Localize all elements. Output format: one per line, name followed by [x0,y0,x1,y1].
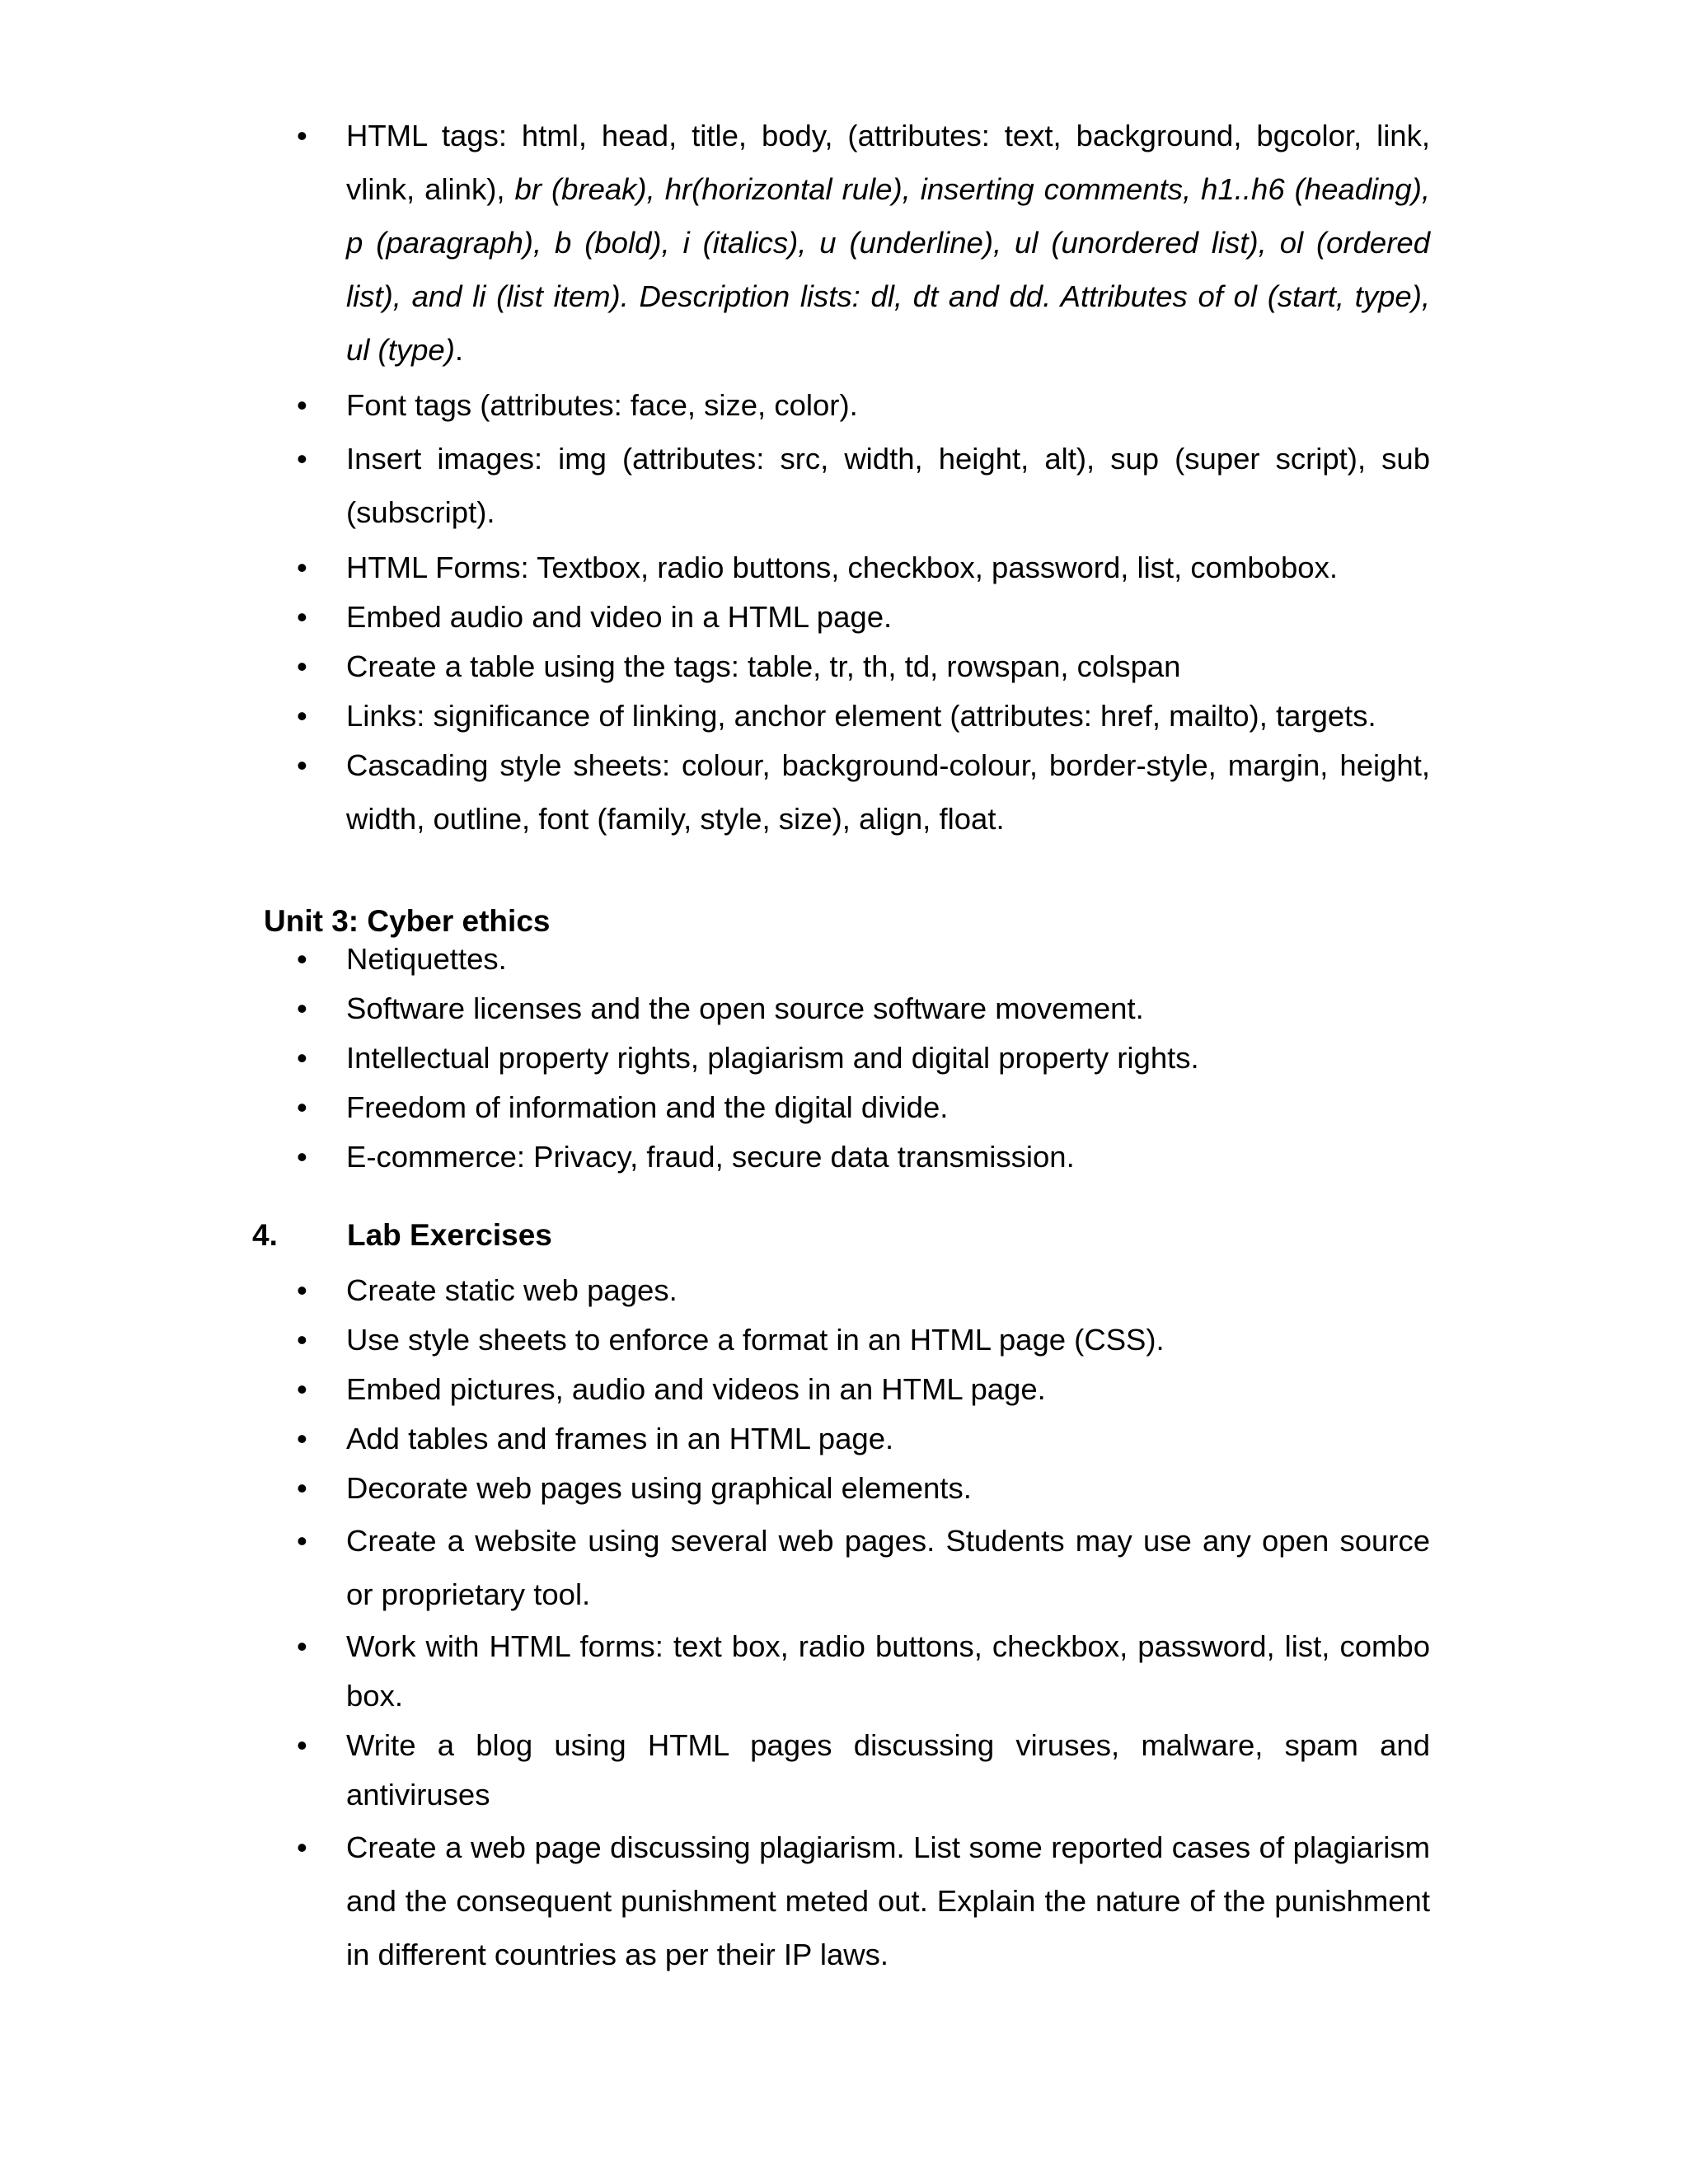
unit3-heading: Unit 3: Cyber ethics [264,904,551,938]
bullet-icon: • [297,942,307,976]
bullet-text: Create a website using several web pages. Students may use any open source or proprietary tool. [346,1524,1430,1611]
lab-exercise-item [0,1821,1430,1981]
unit3-bullet-item [0,1132,1430,1182]
bullet-text: Embed audio and video in a HTML page. [346,600,893,634]
lab-exercise-item [0,1464,1430,1513]
bullet-icon: • [297,649,307,683]
lab-exercise-item [0,1266,1430,1315]
bullet-icon: • [297,1372,307,1406]
bullet-icon: • [297,1090,307,1124]
bullet-text: Intellectual property rights, plagiarism and digital property rights. [346,1041,1199,1075]
bullet-text: Links: significance of linking, anchor element (attributes: href, mailto), targets. [346,699,1376,733]
bullet-icon: • [297,1273,307,1307]
bullet-icon: • [297,748,307,782]
lab-exercise-item [0,1622,1430,1721]
bullet-icon: • [297,442,307,476]
unit3-bullet-item [0,1083,1430,1132]
bullet-text: Create a table using the tags: table, tr, th, td, rowspan, colspan [346,649,1181,683]
bullet-text: . [454,333,464,367]
bullet-text: br (break), hr(horizontal rule), inserting comments, h1..h6 (heading), p (paragraph), b (bold), i (italics), u (underline), ul (unordered list), ol (ordered list), and li (list item). Description lists: dl, dt and dd. Attributes of ol (start, type), ul (type) [346,172,1430,367]
bullet-icon: • [297,119,307,152]
bullet-text: Work with HTML forms: text box, radio buttons, checkbox, password, list, combo box. [346,1629,1430,1713]
unit2-bullet-item [0,689,1430,743]
bullet-icon: • [297,1524,307,1558]
unit3-bullet-item [0,935,1430,984]
bullet-icon: • [297,388,307,422]
unit2-bullet-item [0,378,1430,432]
bullet-text: HTML tags: html, head, title, body, (attributes: text, background, bgcolor, link, vlink, alink), [346,119,1430,206]
unit2-bullet-list [0,109,1688,846]
bullet-text: Font tags (attributes: face, size, color). [346,388,858,422]
lab-exercise-item [0,1514,1430,1621]
bullet-icon: • [297,1041,307,1075]
bullet-text: Add tables and frames in an HTML page. [346,1422,894,1455]
bullet-text: Decorate web pages using graphical elements. [346,1471,972,1505]
bullet-text: Create a web page discussing plagiarism. List some reported cases of plagiarism and the consequent punishment meted out. Explain the nature of the punishment in different countries as per their IP laws. [346,1830,1430,1971]
bullet-text: Freedom of information and the digital divide. [346,1090,949,1124]
bullet-text: Cascading style sheets: colour, background-colour, border-style, margin, height, width, outline, font (family, style, size), align, float. [346,748,1430,836]
unit2-bullet-item [0,541,1430,594]
bullet-text: Create static web pages. [346,1273,678,1307]
bullet-text: HTML Forms: Textbox, radio buttons, checkbox, password, list, combobox. [346,551,1338,584]
bullet-text: Insert images: img (attributes: src, width, height, alt), sup (super script), sub (subscript). [346,442,1430,529]
bullet-icon: • [297,1323,307,1357]
bullet-icon: • [297,551,307,584]
lab-exercise-item [0,1721,1430,1820]
bullet-icon: • [297,991,307,1025]
bullet-icon: • [297,1422,307,1455]
bullet-text: Use style sheets to enforce a format in an HTML page (CSS). [346,1323,1165,1357]
bullet-icon: • [297,1140,307,1174]
unit2-bullet-item [0,590,1430,644]
lab-exercises-bullet-list [0,1266,1688,1981]
bullet-icon: • [297,1471,307,1505]
lab-exercise-item [0,1315,1430,1365]
bullet-icon: • [297,1830,307,1864]
bullet-text: Embed pictures, audio and videos in an HTML page. [346,1372,1046,1406]
unit3-bullet-item [0,1033,1430,1083]
unit2-bullet-item [0,738,1430,846]
lab-exercise-item [0,1414,1430,1464]
bullet-text: Software licenses and the open source software movement. [346,991,1144,1025]
bullet-icon: • [297,1728,307,1762]
bullet-text: E-commerce: Privacy, fraud, secure data transmission. [346,1140,1075,1174]
section4-number: 4. [252,1218,278,1252]
bullet-icon: • [297,1629,307,1663]
bullet-text: Netiquettes. [346,942,507,976]
bullet-icon: • [297,699,307,733]
bullet-text: Write a blog using HTML pages discussing viruses, malware, spam and antiviruses [346,1728,1430,1811]
section4-heading: Lab Exercises [347,1218,552,1252]
bullet-icon: • [297,600,307,634]
unit3-bullet-item [0,984,1430,1033]
unit2-bullet-item [0,109,1430,377]
lab-exercise-item [0,1365,1430,1414]
unit2-bullet-item [0,432,1430,539]
unit2-bullet-item [0,640,1430,693]
unit3-bullet-list [0,935,1688,1182]
